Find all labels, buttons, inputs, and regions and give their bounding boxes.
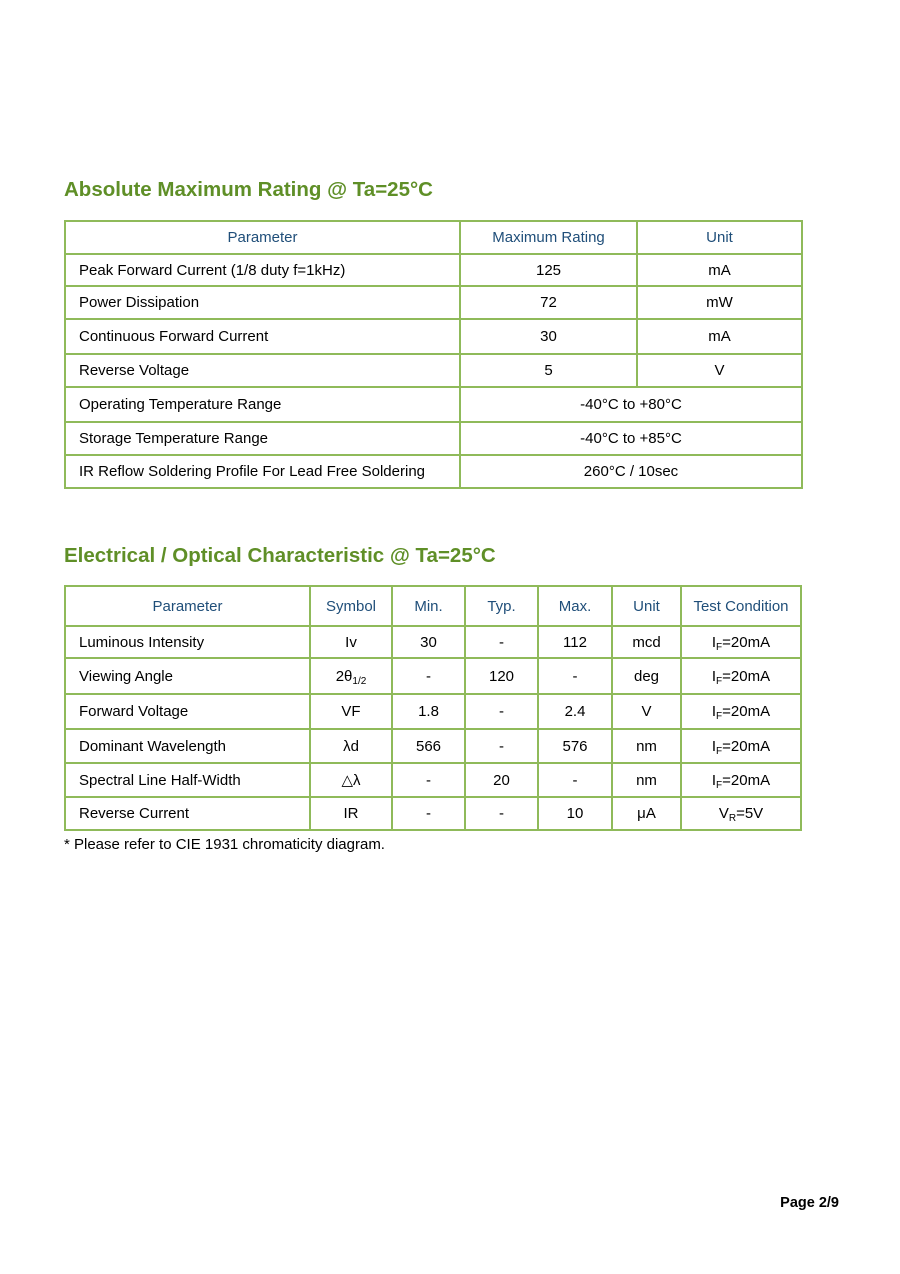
parameter-cell: IR Reflow Soldering Profile For Lead Free Soldering: [65, 455, 460, 488]
header-typ: Typ.: [465, 586, 538, 626]
min-cell: 1.8: [392, 694, 465, 729]
header-symbol: Symbol: [310, 586, 392, 626]
table-row: [65, 319, 802, 354]
header-min: Min.: [392, 586, 465, 626]
table-row: [65, 694, 801, 729]
test-condition-cell: $I_F=20mA$: [681, 763, 801, 797]
header-max: Max.: [538, 586, 612, 626]
rating-cell: 5: [460, 354, 637, 387]
rating-cell: 30: [460, 319, 637, 354]
header-maximum-rating: Maximum Rating: [460, 221, 637, 254]
parameter-cell: Storage Temperature Range: [65, 422, 460, 455]
unit-cell: mW: [637, 286, 802, 319]
parameter-cell: Reverse Current: [65, 797, 310, 830]
max-cell: -: [538, 658, 612, 694]
header-parameter: Parameter: [65, 221, 460, 254]
typ-cell: 120: [465, 658, 538, 694]
min-cell: 30: [392, 626, 465, 658]
table-row: [65, 455, 802, 488]
unit-cell: mcd: [612, 626, 681, 658]
unit-cell: V: [637, 354, 802, 387]
table-row: [65, 729, 801, 763]
test-condition-cell: $I_F=20mA$: [681, 694, 801, 729]
header-parameter: Parameter: [65, 586, 310, 626]
typ-cell: -: [465, 797, 538, 830]
test-condition-cell: $I_F=20mA$: [681, 626, 801, 658]
table-row: [65, 354, 802, 387]
max-cell: 576: [538, 729, 612, 763]
table-row: [65, 626, 801, 658]
test-condition-cell: $I_F=20mA$: [681, 729, 801, 763]
symbol-cell: Iv: [310, 626, 392, 658]
symbol-cell: λd: [310, 729, 392, 763]
table-row: [65, 797, 801, 830]
parameter-cell: Spectral Line Half-Width: [65, 763, 310, 797]
test-condition-cell: $V_R=5V$: [681, 797, 801, 830]
typ-cell: -: [465, 626, 538, 658]
unit-cell: mA: [637, 254, 802, 286]
footnote: * Please refer to CIE 1931 chromaticity diagram.: [64, 836, 385, 853]
typ-cell: 20: [465, 763, 538, 797]
symbol-cell: $2\theta_{1/2}$: [310, 658, 392, 694]
table-row: [65, 763, 801, 797]
typ-cell: -: [465, 729, 538, 763]
min-cell: -: [392, 658, 465, 694]
rating-cell: 260°C / 10sec: [460, 455, 802, 488]
header-unit: Unit: [637, 221, 802, 254]
header-unit: Unit: [612, 586, 681, 626]
unit-cell: μA: [612, 797, 681, 830]
max-cell: 112: [538, 626, 612, 658]
elec-title: Electrical / Optical Characteristic @ Ta=25°C: [64, 544, 496, 567]
page-number: Page 2/9: [780, 1195, 839, 1211]
rating-cell: -40°C to +80°C: [460, 387, 802, 422]
parameter-cell: Luminous Intensity: [65, 626, 310, 658]
parameter-cell: Peak Forward Current (1/8 duty f=1kHz): [65, 254, 460, 286]
symbol-cell: △λ: [310, 763, 392, 797]
abs-max-title: Absolute Maximum Rating @ Ta=25°C: [64, 178, 433, 201]
table-row: [65, 658, 801, 694]
header-test-condition: Test Condition: [681, 586, 801, 626]
unit-cell: deg: [612, 658, 681, 694]
max-cell: -: [538, 763, 612, 797]
parameter-cell: Power Dissipation: [65, 286, 460, 319]
elec-table: [64, 585, 802, 831]
min-cell: 566: [392, 729, 465, 763]
abs-max-table: [64, 220, 803, 489]
parameter-cell: Dominant Wavelength: [65, 729, 310, 763]
table-row: [65, 387, 802, 422]
unit-cell: mA: [637, 319, 802, 354]
unit-cell: V: [612, 694, 681, 729]
min-cell: -: [392, 763, 465, 797]
rating-cell: 72: [460, 286, 637, 319]
min-cell: -: [392, 797, 465, 830]
symbol-cell: IR: [310, 797, 392, 830]
parameter-cell: Continuous Forward Current: [65, 319, 460, 354]
table-row: [65, 286, 802, 319]
typ-cell: -: [465, 694, 538, 729]
rating-cell: -40°C to +85°C: [460, 422, 802, 455]
table-header-row: [65, 221, 802, 254]
test-condition-cell: $I_F=20mA$: [681, 658, 801, 694]
table-row: [65, 254, 802, 286]
table-header-row: [65, 586, 801, 626]
symbol-cell: VF: [310, 694, 392, 729]
max-cell: 10: [538, 797, 612, 830]
unit-cell: nm: [612, 763, 681, 797]
rating-cell: 125: [460, 254, 637, 286]
max-cell: 2.4: [538, 694, 612, 729]
table-row: [65, 422, 802, 455]
parameter-cell: Reverse Voltage: [65, 354, 460, 387]
parameter-cell: Viewing Angle: [65, 658, 310, 694]
parameter-cell: Forward Voltage: [65, 694, 310, 729]
unit-cell: nm: [612, 729, 681, 763]
parameter-cell: Operating Temperature Range: [65, 387, 460, 422]
